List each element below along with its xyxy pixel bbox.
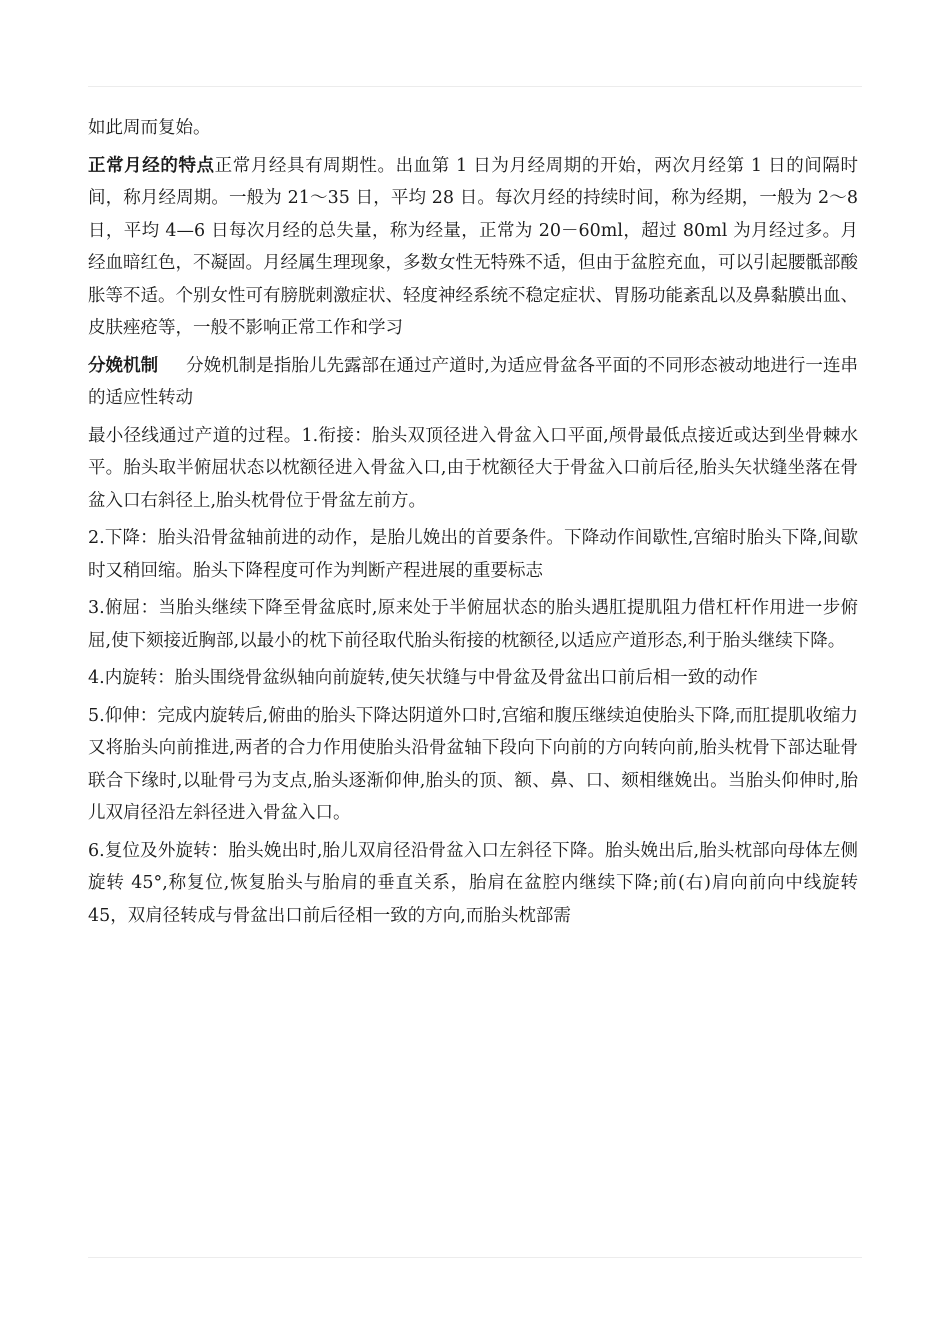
intro-paragraph: 如此周而复始。 [88, 118, 211, 138]
labor-step-4: 4.内旋转：胎头围绕骨盆纵轴向前旋转,使矢状缝与中骨盆及骨盆出口前后相一致的动作 [88, 668, 758, 688]
menstruation-paragraph [88, 150, 858, 345]
header-rule [88, 86, 862, 87]
labor-step-1: 最小径线通过产道的过程。1.衔接：胎头双顶径进入骨盆入口平面,颅骨最低点接近或达到坐骨棘水平。胎头取半俯屈状态以枕额径进入骨盆入口,由于枕额径大于骨盆入口前后径,胎头矢状缝坐落在骨盆入口右斜径上,胎头枕骨位于骨盆左前方。 [88, 425, 858, 511]
labor-step-5: 5.仰伸：完成内旋转后,俯曲的胎头下降达阴道外口时,宫缩和腹压继续迫使胎头下降,而肛提肌收缩力又将胎头向前推进,两者的合力作用使胎头沿骨盆轴下段向下向前的方向转向前,胎头枕骨下部达耻骨联合下缘时,以耻骨弓为支点,胎头逐渐仰伸,胎头的顶、额、鼻、口、颏相继娩出。当胎头仰伸时,胎儿双肩径沿左斜径进入骨盆入口。 [88, 705, 858, 823]
labor-step-6: 6.复位及外旋转：胎头娩出时,胎儿双肩径沿骨盆入口左斜径下降。胎头娩出后,胎头枕部向母体左侧旋转 45°,称复位,恢复胎头与胎肩的垂直关系，胎肩在盆腔内继续下降;前(右)肩向前向中线旋转 45，双肩径转成与骨盆出口前后径相一致的方向,而胎头枕部需 [88, 840, 858, 926]
labor-intro: 分娩机制是指胎儿先露部在通过产道时,为适应骨盆各平面的不同形态被动地进行一连串的适应性转动 [88, 355, 859, 408]
menstruation-heading: 正常月经的特点 [88, 155, 215, 176]
labor-step-2: 2.下降：胎头沿骨盆轴前进的动作，是胎儿娩出的首要条件。下降动作间歇性,宫缩时胎头下降,间歇时又稍回缩。胎头下降程度可作为判断产程进展的重要标志 [88, 528, 858, 581]
footer-rule [88, 1257, 862, 1258]
labor-heading: 分娩机制 [88, 355, 159, 376]
menstruation-body: 正常月经具有周期性。出血第 1 日为月经周期的开始，两次月经第 1 日的间隔时间，称月经周期。一般为 21～35 日，平均 28 日。每次月经的持续时间，称为经期，一般为 2～8 日，平均 4—6 日每次月经的总失量，称为经量，正常为 20－60ml，超过 80ml 为月经过多。月经血暗红色，不凝固。月经属生理现象，多数女性无特殊不适，但由于盆腔充血，可以引起腰骶部酸胀等不适。个别女性可有膀胱刺激症状、轻度神经系统不稳定症状、胃肠功能紊乱以及鼻黏膜出血、皮肤痤疮等，一般不影响正常工作和学习 [88, 155, 858, 338]
labor-step-3: 3.俯屈：当胎头继续下降至骨盆底时,原来处于半俯屈状态的胎头遇肛提肌阻力借杠杆作用进一步俯屈,使下颏接近胸部,以最小的枕下前径取代胎头衔接的枕额径,以适应产道形态,利于胎头继续下降。 [88, 598, 858, 651]
labor-paragraph [88, 350, 858, 415]
document-body [88, 112, 858, 937]
